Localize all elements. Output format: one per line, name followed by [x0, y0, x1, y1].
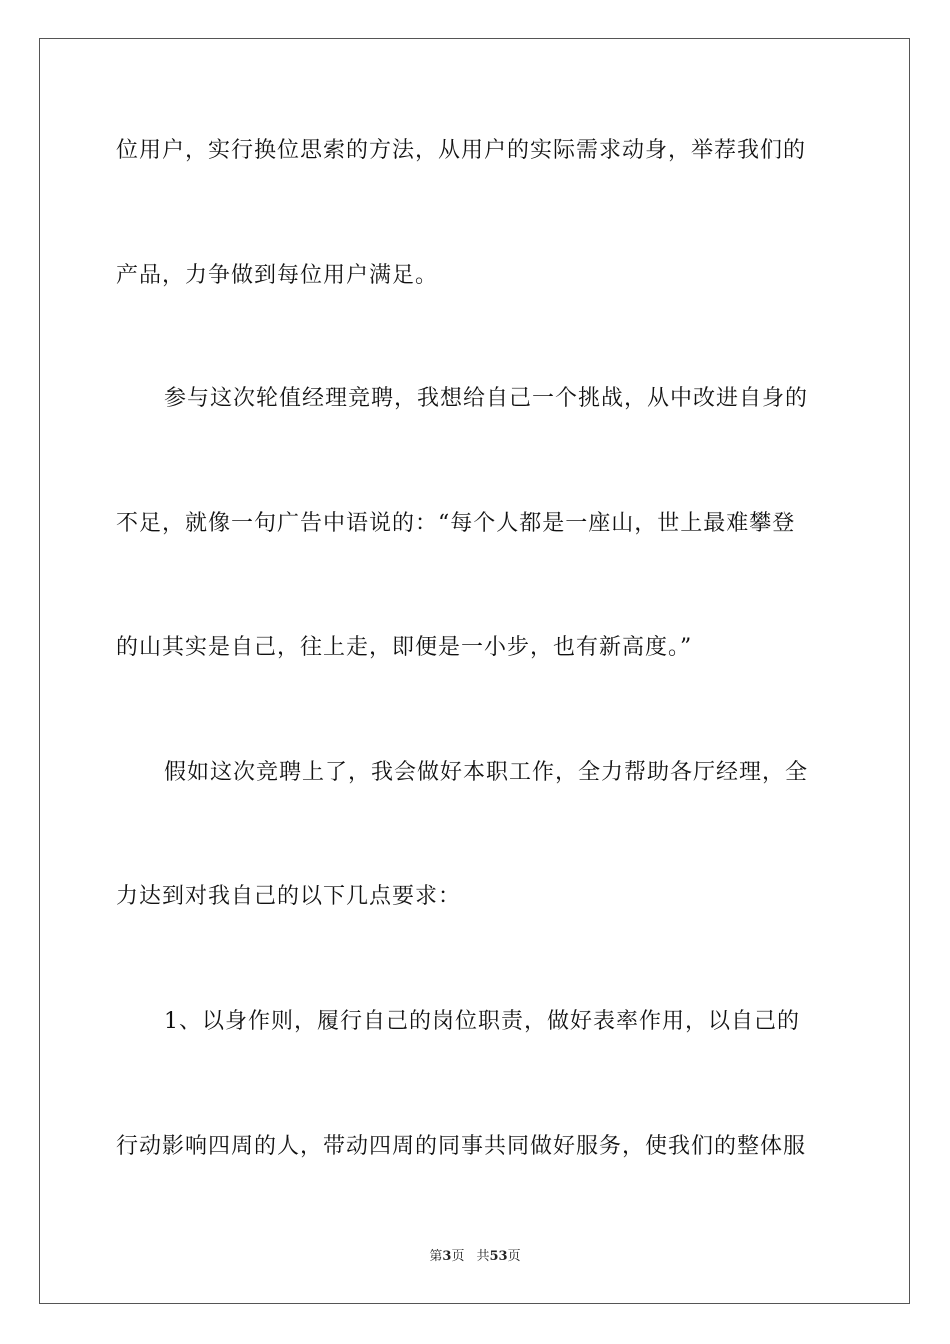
page-footer [0, 1248, 950, 1266]
paragraph-line: 的山其实是自己，往上走，即便是一小步，也有新高度。” [116, 635, 693, 660]
footer-page-suffix: 页 [451, 1249, 465, 1264]
paragraph-line: 不足，就像一句广告中语说的：“每个人都是一座山，世上最难攀登 [116, 511, 796, 536]
total-pages-number: 53 [489, 1249, 508, 1264]
footer-total-suffix: 页 [507, 1249, 521, 1264]
paragraph-line: 产品，力争做到每位用户满足。 [116, 263, 439, 288]
paragraph-line: 参与这次轮值经理竞聘，我想给自己一个挑战，从中改进自身的 [164, 386, 809, 411]
paragraph-line: 1、以身作则，履行自己的岗位职责，做好表率作用，以自己的 [164, 1009, 800, 1034]
footer-page-prefix: 第 [429, 1249, 443, 1264]
footer-total-prefix: 共 [476, 1249, 490, 1264]
current-page-number: 3 [442, 1249, 452, 1264]
paragraph-line: 力达到对我自己的以下几点要求： [116, 884, 462, 909]
paragraph-line: 假如这次竞聘上了，我会做好本职工作，全力帮助各厅经理，全 [164, 760, 809, 785]
paragraph-line: 行动影响四周的人，带动四周的同事共同做好服务，使我们的整体服 [116, 1134, 807, 1159]
page-border [39, 38, 910, 1304]
paragraph-line: 位用户，实行换位思索的方法，从用户的实际需求动身，举荐我们的 [116, 138, 807, 163]
